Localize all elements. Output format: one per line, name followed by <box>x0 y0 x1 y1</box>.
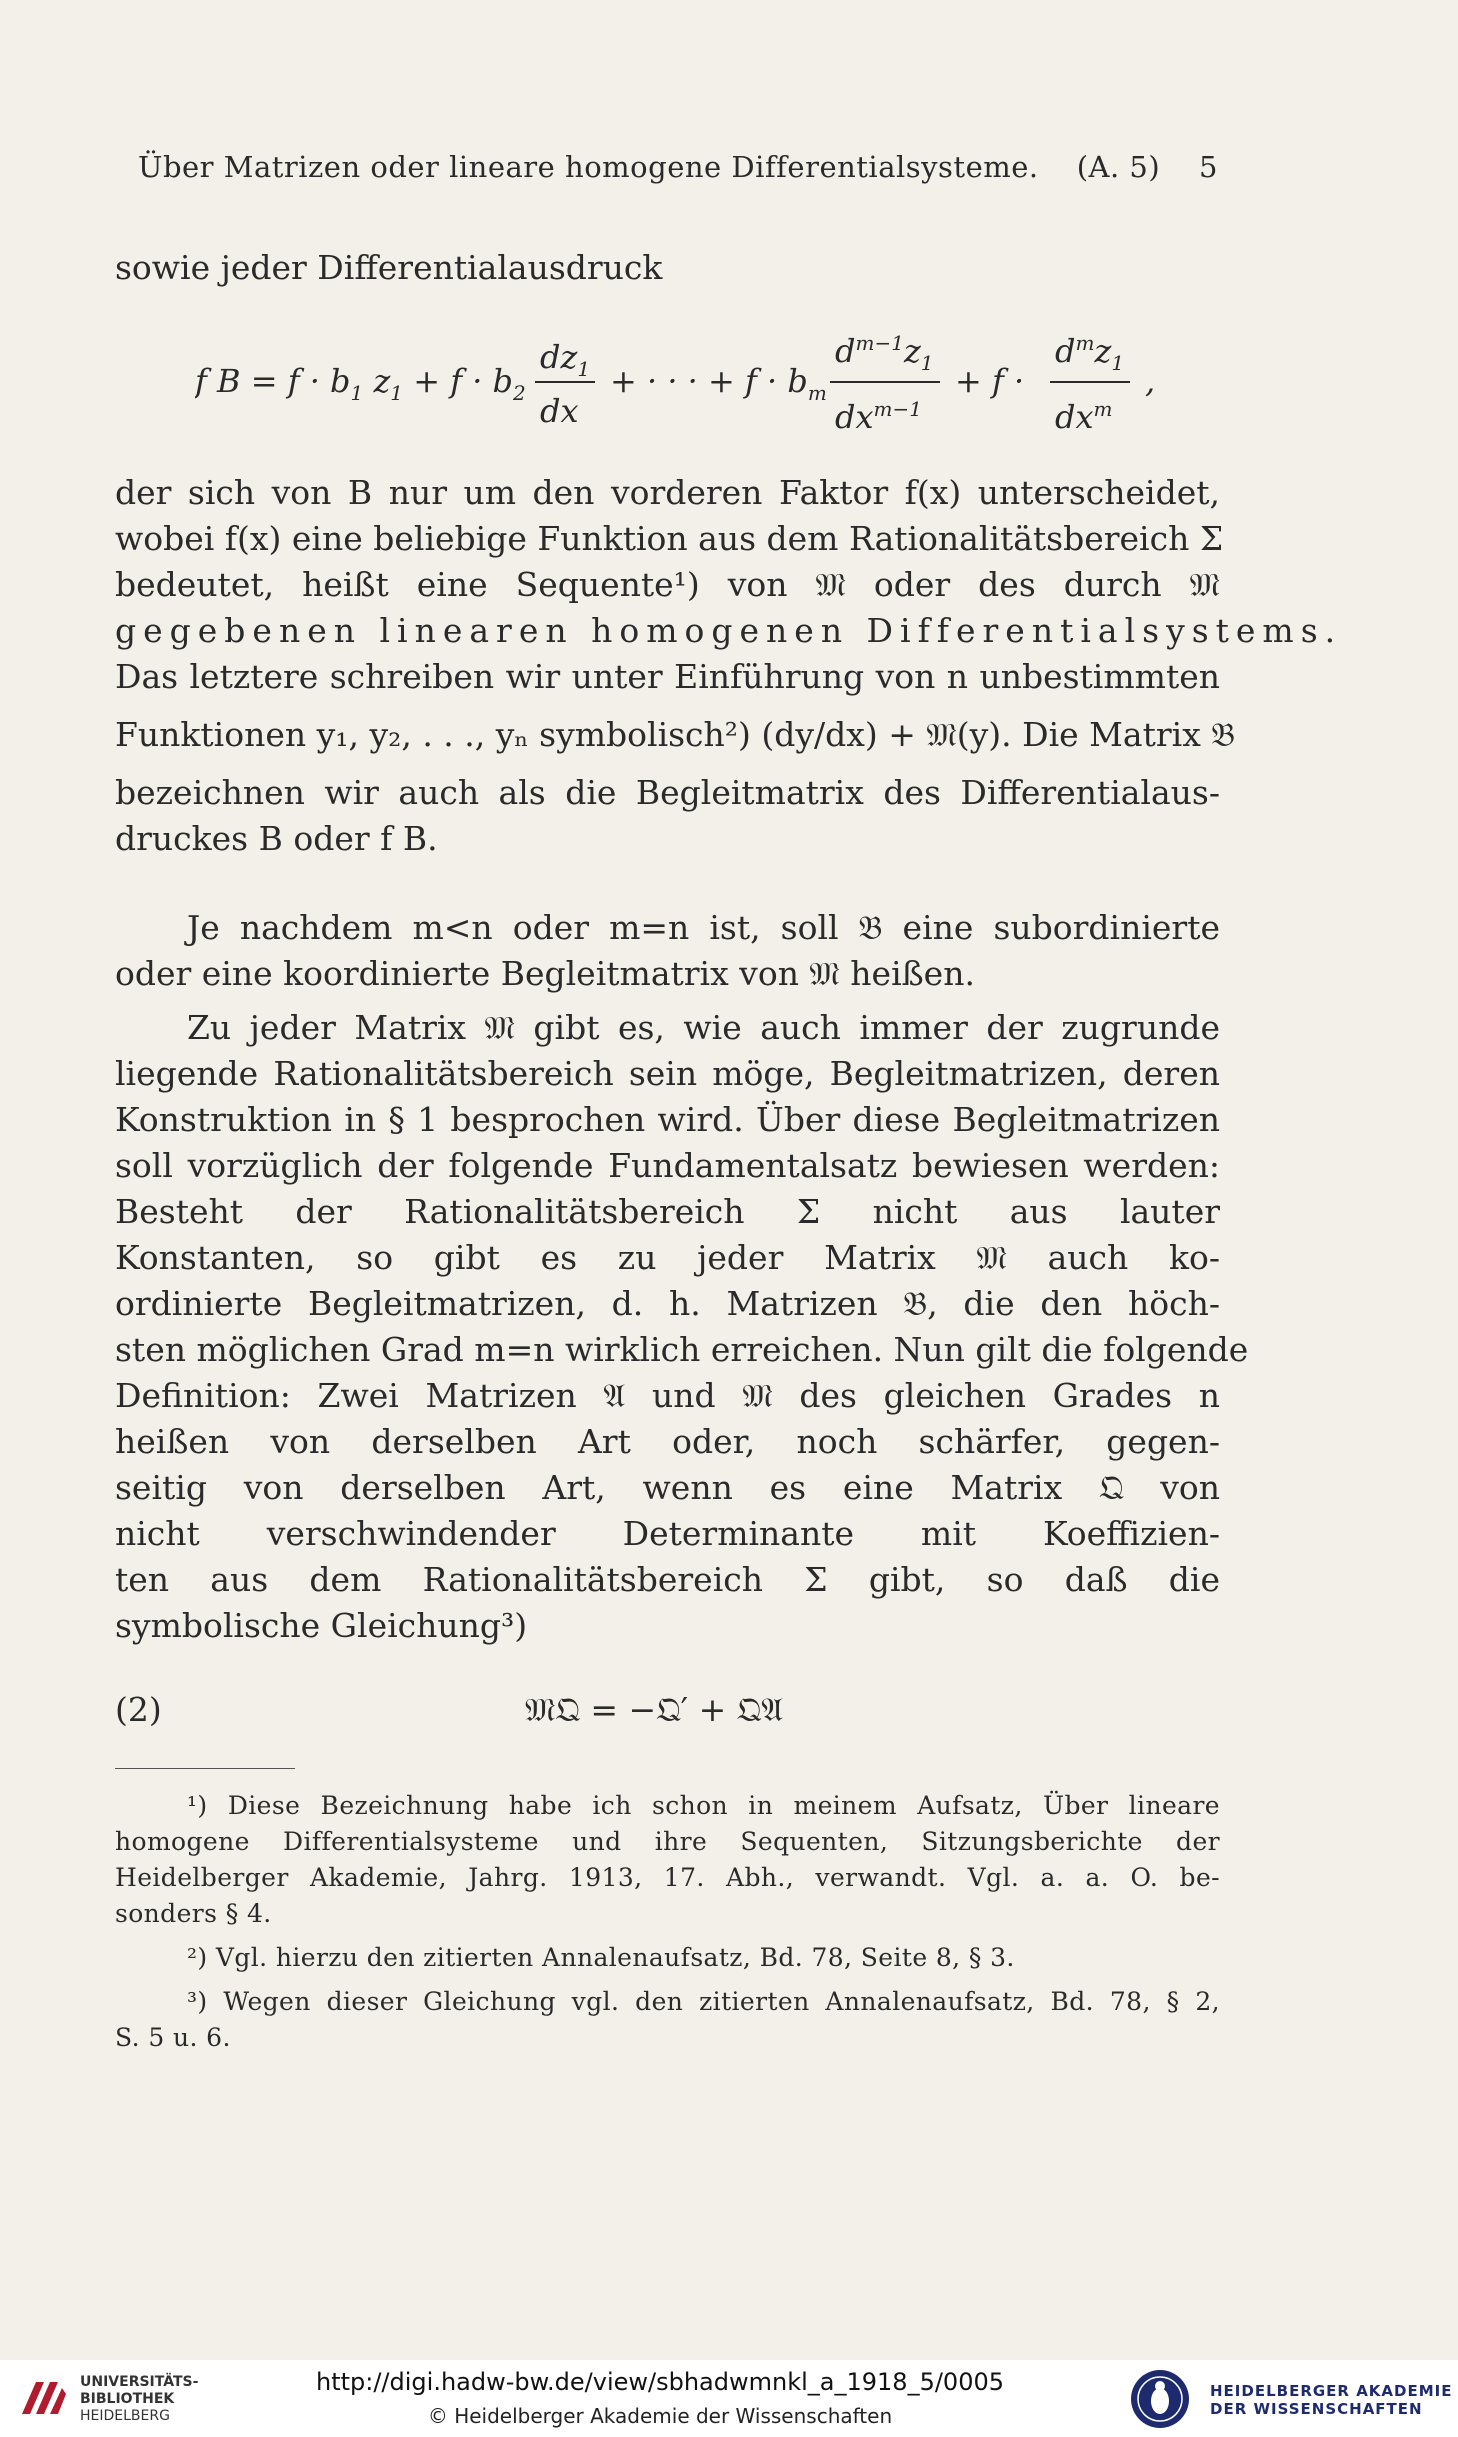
text-line: symbolische Gleichung³) <box>115 1606 528 1645</box>
copyright-notice: © Heidelberger Akademie der Wissenschaften <box>427 2404 893 2428</box>
footnote-line: sonders § 4. <box>115 1899 272 1928</box>
footnote-line: ¹) Diese Bezeichnung habe ich schon in meinem Aufsatz, Über lineare <box>187 1791 1220 1820</box>
footnote-line: Heidelberger Akademie, Jahrg. 1913, 17. Abh., verwandt. Vgl. a. a. O. be- <box>115 1863 1220 1892</box>
footnote-3 <box>115 1984 1220 2056</box>
svg-text:,: , <box>1145 362 1156 400</box>
text-line: sten möglichen Grad m=n wirklich erreichen. Nun gilt die folgende <box>115 1330 1249 1369</box>
svg-text:dxm: $dx^m$ <box>1055 397 1113 436</box>
equation-2 <box>115 1690 1220 1729</box>
svg-text:+ f ·: + f · <box>955 362 1025 400</box>
text-line: ten aus dem Rationalitätsbereich Σ gibt, so daß die <box>115 1560 1220 1599</box>
equation-2-number: (2) <box>115 1690 162 1729</box>
text-line: soll vorzüglich der folgende Fundamentalsatz bewiesen werden: <box>115 1146 1220 1185</box>
text-line: heißen von derselben Art oder, noch schärfer, gegen- <box>115 1422 1220 1461</box>
formula-1-drawing <box>195 330 1175 440</box>
svg-text:dm−1z1: $d^{m-1}z_1$ <box>835 331 934 375</box>
footnote-line: ²) Vgl. hierzu den zitierten Annalenaufsatz, Bd. 78, Seite 8, § 3. <box>187 1943 1015 1972</box>
svg-text:dxm−1: $dx^{m-1}$ <box>835 397 922 436</box>
text-line: oder eine koordinierte Begleitmatrix von 𝔐 heißen. <box>115 954 975 993</box>
paragraph-3 <box>115 1005 1249 1649</box>
svg-text:dx: dx <box>540 392 579 430</box>
footnote-1 <box>115 1788 1220 1932</box>
permalink[interactable]: http://digi.hadw-bw.de/view/sbhadwmnkl_a_1918_5/0005 <box>315 2368 1005 2396</box>
university-library-logo <box>18 2374 70 2426</box>
intro-line: sowie jeder Differentialausdruck <box>115 248 663 287</box>
section-number: (A. 5) <box>1076 150 1161 184</box>
text-line: Konstanten, so gibt es zu jeder Matrix 𝔐 auch ko- <box>115 1238 1220 1277</box>
text-line: ordinierte Begleitmatrizen, d. h. Matrizen 𝔅, die den höch- <box>115 1284 1220 1323</box>
running-head-title: Über Matrizen oder lineare homogene Differentialsysteme. <box>138 150 1039 184</box>
paragraph-1 <box>115 470 1343 862</box>
text-line: der sich von B nur um den vorderen Faktor f(x) unterscheidet, <box>115 473 1220 512</box>
svg-text:+ · · · + f · bm: + · · · + $f \cdot b_m$ <box>610 362 827 405</box>
university-library-name: UNIVERSITÄTS- BIBLIOTHEK HEIDELBERG <box>80 2374 199 2424</box>
text-line: Das letztere schreiben wir unter Einführung von n unbestimmten <box>115 657 1220 696</box>
text-line: Zu jeder Matrix 𝔐 gibt es, wie auch immer der zugrunde <box>187 1008 1220 1047</box>
running-head-right <box>1077 150 1218 184</box>
footnotes <box>115 1788 1220 2056</box>
text-line: Konstruktion in § 1 besprochen wird. Über diese Begleitmatrizen <box>115 1100 1220 1139</box>
text-line: Je nachdem m<n oder m=n ist, soll 𝔅 eine subordinierte <box>187 908 1220 947</box>
footnote-line: homogene Differentialsysteme und ihre Sequenten, Sitzungsberichte der <box>115 1827 1220 1856</box>
academy-seal-icon <box>1125 2368 1195 2430</box>
equation-2-text: 𝔐𝔔 = −𝔔′ + 𝔔𝔄 <box>525 1690 784 1729</box>
formula-1 <box>195 330 1175 440</box>
text-line: Definition: Zwei Matrizen 𝔄 und 𝔐 des gleichen Grades n <box>115 1376 1220 1415</box>
footnote-rule <box>115 1768 295 1769</box>
text-line: liegende Rationalitätsbereich sein möge, Begleitmatrizen, deren <box>115 1054 1220 1093</box>
footnote-line: S. 5 u. 6. <box>115 2023 231 2052</box>
svg-text:dz1: $dz_1$ <box>540 338 591 381</box>
text-line: wobei f(x) eine beliebige Funktion aus dem Rationalitätsbereich Σ <box>115 519 1224 558</box>
text-line: gegebenen linearen homogenen Differentialsystems. <box>115 611 1343 650</box>
text-line: seitig von derselben Art, wenn es eine Matrix 𝔔 von <box>115 1468 1220 1507</box>
text-line: nicht verschwindender Determinante mit Koeffizien- <box>115 1514 1220 1553</box>
text-line: bezeichnen wir auch als die Begleitmatrix des Differentialaus- <box>115 773 1220 812</box>
text-line: bedeutet, heißt eine Sequente¹) von 𝔐 oder des durch 𝔐 <box>115 565 1220 604</box>
svg-text:dmz1: $d^mz_1$ <box>1055 331 1125 375</box>
footnote-2 <box>115 1940 1220 1976</box>
svg-text:f B = f · b1 z1 + f · b2: f $B = f \cdot b_1$ $z_1 + f \cdot b_2$ <box>195 362 526 405</box>
page-number: 5 <box>1199 150 1218 184</box>
text-line: Funktionen y₁, y₂, . . ., yₙ symbolisch²) (dy/dx) + 𝔐(y). Die Matrix 𝔅 <box>115 715 1236 754</box>
running-head <box>138 150 1218 184</box>
paragraph-2 <box>115 905 1220 997</box>
viewer-footer <box>0 2360 1458 2437</box>
text-line: druckes B oder f B. <box>115 819 438 858</box>
academy-name: HEIDELBERGER AKADEMIE DER WISSENSCHAFTEN <box>1210 2382 1453 2418</box>
footnote-line: ³) Wegen dieser Gleichung vgl. den zitierten Annalenaufsatz, Bd. 78, § 2, <box>187 1987 1220 2016</box>
text-line: Besteht der Rationalitätsbereich Σ nicht aus lauter <box>115 1192 1220 1231</box>
